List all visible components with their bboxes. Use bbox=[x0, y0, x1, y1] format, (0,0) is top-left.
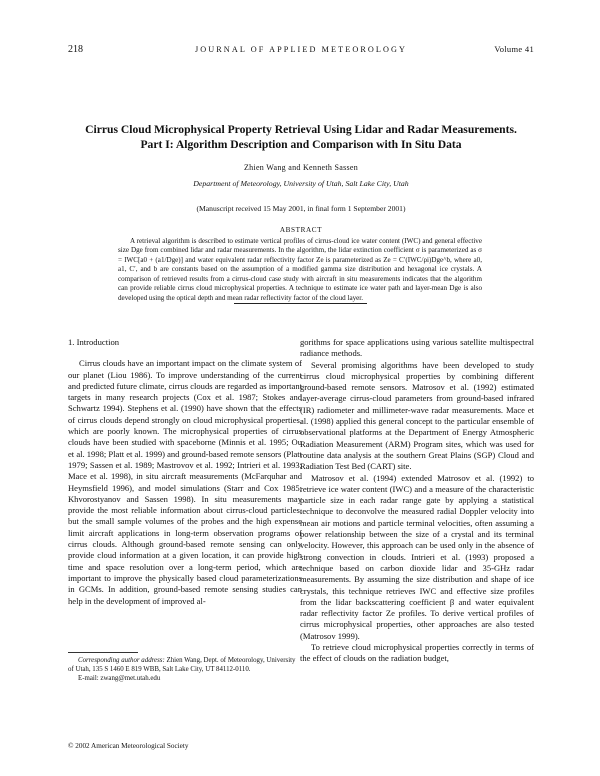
title-line-2: Part I: Algorithm Description and Comparison with In Situ Data bbox=[140, 138, 462, 151]
abstract-text: A retrieval algorithm is described to estimate vertical profiles of cirrus-cloud ice water content (IWC) and general effective size Dge from combined lidar and radar measurements. In the algorithm, the lidar extinction coefficient σ is parameterized as σ = IWC[a0 + (a1/Dge)] and water equivalent radar reflectivity factor Ze is parameterized as Ze = C′(IWC/ρi)Dge^b, where a0, a1, C′, and b are constants based on the assumption of a modified gamma size distribution and hexagonal ice crystals. A comparison of retrieved results from a cirrus-cloud case study with aircraft in situ measurements indicates that the algorithm can provide reliable cirrus cloud microphysical properties. A technique to estimate ice water path and layer-mean Dge is also developed using the optical depth and mean radar reflectivity factor of the cloud layer. bbox=[118, 237, 482, 302]
footnote-label: Corresponding author address: bbox=[78, 657, 165, 664]
intro-paragraph-3: Matrosov et al. (1994) extended Matrosov et al. (1992) to retrieve ice water content (IWC) and a measure of the characteristic particle size in each radar range gate by applying a statistical technique to deconvolve the measured radial Doppler velocity into mean air motions and particle terminal velocities, often assuming a power relationship between the size of a crystal and its terminal velocity. However, this approach can be used only in the absence of strong convection in clouds. Intrieri et al. (1993) proposed a technique based on carbon dioxide lidar and 35-GHz radar measurements. By assuming the size distribution and shape of ice crystals, this technique retrieves IWC and effective size profiles from the lidar backscattering coefficient β and water equivalent radar reflectivity factor Ze profiles. To derive vertical profiles of cirrus microphysical properties, other approaches are also tested (Matrosov 1999). bbox=[300, 472, 534, 641]
section-heading-introduction: 1. Introduction bbox=[68, 337, 120, 347]
manuscript-received: (Manuscript received 15 May 2001, in final form 1 September 2001) bbox=[196, 204, 406, 213]
title-line-1: Cirrus Cloud Microphysical Property Retrieval Using Lidar and Radar Measurements. bbox=[85, 123, 517, 136]
footnote-email: E-mail: zwang@met.utah.edu bbox=[78, 674, 161, 682]
affiliation: Department of Meteorology, University of Utah, Salt Lake City, Utah bbox=[193, 179, 409, 188]
right-column bbox=[300, 337, 534, 665]
intro-paragraph-2: Several promising algorithms have been developed to study cirrus cloud microphysical properties by combining different ground-based remote sensors. Matrosov et al. (1992) estimated layer-average cirrus-cloud parameters from ground-based infrared (IR) radiometer and millimeter-wave radar measurements. Mace et al. (1998) applied this general concept to the particular ensemble of observational platforms at the Department of Energy Atmospheric Radiation Measurement (ARM) Program sites, which was used for routine data analysis at the southern Great Plains (SGP) Cloud and Radiation Test Bed (CART) site. bbox=[300, 359, 534, 472]
intro-paragraph-1: Cirrus clouds have an important impact on the climate system of our planet (Liou 1986). To improve understanding of the current and predicted future climate, cirrus clouds are regarded as important targets in many research projects (Cox et al. 1987; Stokes and Schwartz 1994). Stephens et al. (1990) have shown that the effects of cirrus clouds depend strongly on cloud microphysical properties, which are poorly known. The microphysical properties of cirrus clouds have been studied with spaceborne (Minnis et al. 1995; Ou et al. 1998; Platt et al. 1999) and ground-based remote sensors (Platt 1979; Sassen et al. 1989; Mastrovov et al. 1992; Intrieri et al. 1993; Mace et al. 1998), in situ aircraft measurements (McFarquhar and Heymsfield 1996), and model simulations (Starr and Cox 1985; Khvorostyanov and Sassen 1998). In situ measurements may provide the most reliable information about cirrus-cloud particles, but the small sample volumes of the probes and the high expense limit aircraft applications in long-term observation programs of cirrus clouds. Although ground-based remote sensing can only provide cloud information at a given location, it can provide high time and space resolution over a long-term period, which are important to improve the physically based cloud parameterizations in GCMs. In addition, ground-based remote sensing studies can help in the development of improved al- bbox=[68, 358, 302, 606]
volume-label: Volume 41 bbox=[494, 44, 534, 54]
running-head bbox=[68, 44, 534, 58]
authors: Zhien Wang and Kenneth Sassen bbox=[243, 163, 359, 172]
page-number: 218 bbox=[68, 44, 83, 55]
abstract-divider bbox=[234, 303, 367, 304]
abstract-heading: ABSTRACT bbox=[279, 226, 323, 234]
footnote-divider bbox=[68, 652, 138, 653]
copyright-notice: © 2002 American Meteorological Society bbox=[68, 742, 189, 750]
footnote-address: Zhien Wang, Dept. of Meteorology, University of Utah, 135 S 1460 E 819 WBB, Salt Lake City, UT 84112-0110. bbox=[68, 657, 296, 673]
footnote bbox=[68, 657, 302, 683]
journal-name: JOURNAL OF APPLIED METEOROLOGY bbox=[194, 45, 408, 54]
intro-paragraph-continued: gorithms for space applications using various satellite multispectral radiance methods. bbox=[300, 337, 534, 359]
intro-paragraph-4: To retrieve cloud microphysical properties correctly in terms of the effect of clouds on the radiation budget, bbox=[300, 642, 534, 664]
paper-title bbox=[60, 122, 542, 152]
left-column bbox=[68, 337, 302, 607]
